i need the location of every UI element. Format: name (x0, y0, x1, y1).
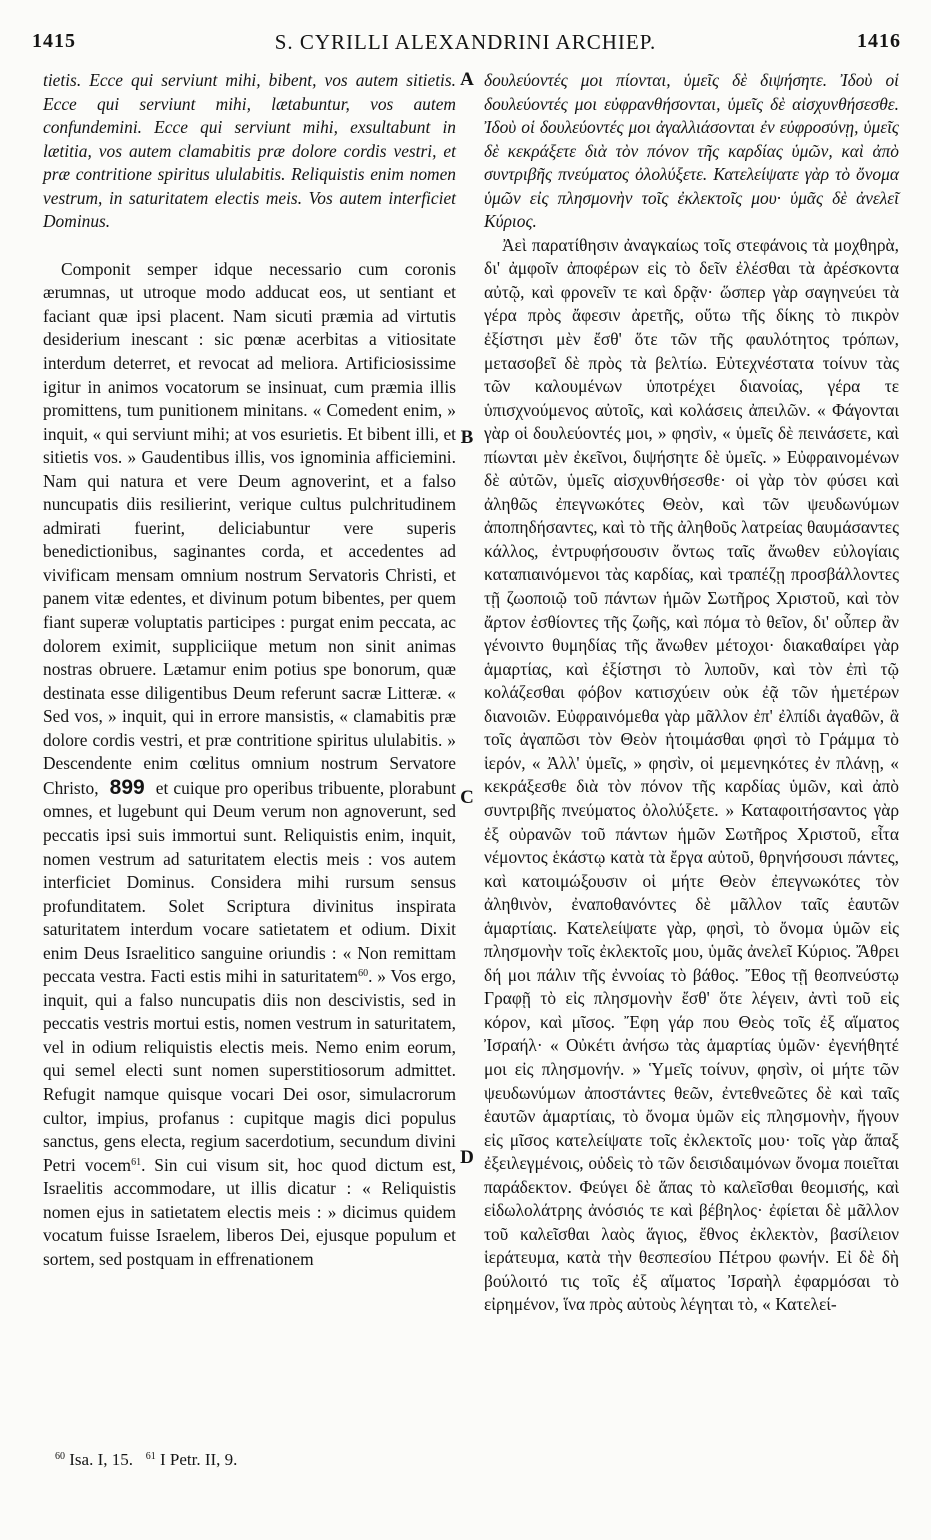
footnote-ref-60: 60 (358, 968, 369, 980)
footnote-text-60: Isa. I, 15. (69, 1450, 133, 1469)
margin-letter-c: C (460, 787, 474, 808)
column-number: 899 (109, 775, 145, 799)
footnote-ref-61: 61 (131, 1156, 142, 1168)
greek-commentary: Ἀεὶ παρατίθησιν ἀναγκαίως τοῖς στεφάνοις τὰ μοχθηρὰ, δι' ἀμφοῖν ἀποφέρων εἰς τὸ δεῖν ἐλέσθαι τὰ ἀρέσκοντα αὐτῷ, καὶ φρονεῖν τε καὶ δρᾷν· ὥσπερ γὰρ σαγηνεύει τὰ γέρα πρὸς ἄφεσιν ἀρετῆς, οὕτω τῆς δίκης τὸ πικρὸν ἐξίστησι μὲν ἔσθ' ὅτε τῶν τῆς φαυλότητος τρόπων, μετασοβεῖ δὲ πρὸς τὰ βελτίω. Εὐτεχνέστατα τοίνυν τὰς τῶν καλουμένων ὑποτρέχει διανοίας, γέρα τε ὑπισχνούμενος αὐτοῖς, καὶ κολάσεις ἀπειλῶν. « Φάγονται γὰρ οἱ δουλεύοντές μοι, » φησὶν, « ὑμεῖς δὲ πεινάσετε, καὶ πίωνται μὲν ἐκεῖνοι, διψήσητε δὲ ὑμεῖς. » Εὐφραινομένων δὲ αὐτῶν, ὑμεῖς αἰσχυνθήσεσθε· οἱ γὰρ τὸν φύσει καὶ ἀληθῶς ἐπεγνωκότες Θεὸν, καὶ τῶν ψευδωνύμων ἀποπηδήσαντες, καὶ τὸ τῆς ἀληθοῦς λατρείας θαυμάσαντες κάλλος, ἐντρυφήσουσιν ὄντως ταῖς ἄνωθεν εὐλογίαις καταπιαινόμενοι τὰς καρδίας, καὶ τραπέζῃ προσβάλλοντες τῇ ζωοποιῷ τοῦ πάντων ἡμῶν Σωτῆρος Χριστοῦ, καὶ τὸν ἄρτον ἐσθίοντες τῆς ζωῆς, καὶ πόμα τὸ θεῖον, δι' οὗπερ ἂν γένοιντο θυμηδίας τῆς ἄνωθεν μέτοχοι· διακαθαίρει γὰρ ἁμαρτίας, καὶ ἐξίστησι τὸ λυποῦν, καὶ τὸν ἐπὶ τῷ κολάζεσθαι φόβον κατισχύειν οὐκ ἐᾷ τῶν ἡμετέρων διανοιῶν. Εὐφραινόμεθα γὰρ μᾶλλον ἐπ' ἐλπίδι ἀγαθῶν, ἃ τοῖς ἀγαπῶσι τὸν Θεὸν ἡτοιμάσθαι φησὶ τὸ Γράμμα τὸ ἱερόν, « Ἀλλ' ὑμεῖς, » φησὶν, οἱ μεμενηκότες ἐν πλάνῃ, « κεκράξεσθε διὰ τὸν πόνον τῆς καρδίας ὑμῶν, καὶ ἀπὸ συντριβῆς πνεύματος ὀλολύξετε. » Καταφοιτήσαντος γὰρ ἐξ οὐρανῶν τοῦ πάντων ἡμῶν Σωτῆρος Χριστοῦ, εἶτα νέμοντος ἑκάστῳ κατὰ τὰ ἔργα αὐτοῦ, θρηνήσουσι πάντες, καὶ κατοιμώξουσιν οἱ μήτε Θεὸν ἐπεγνωκότες τὸν ἀληθινὸν, ἐναποθανόντες δὲ μᾶλλον ταῖς ἑαυτῶν ἁμαρτίαις. Κατελείψατε γὰρ, φησὶ, τὸ ὄνομα ὑμῶν εἰς πλησμονὴν τοῖς ἐκλεκτοῖς μου, ὑμᾶς ἀνελεῖ Κύριος. Ἄθρει δή μοι πάλιν τῆς ἐννοίας τὸ βάθος. Ἔθος τῇ θεοπνεύστῳ Γραφῇ τὸ εἰς πλησμονὴν ἔσθ' ὅτε λέγειν, ἀντὶ τοῦ εἰς κόρον, καὶ μῖσος. Ἔφη γάρ που Θεὸς τοῖς ἐξ αἵματος Ἰσραήλ· « Οὐκέτι ἀνήσω τὰς ἁμαρτίας ὑμῶν· ἐγενήθητέ μοι εἰς πλησμονήν. » Ὑμεῖς τοίνυν, φησὶν, οἱ μήτε τῶν ψευδωνύμων ἀποστάντες θεῶν, ἐντεθνεῶτες δὲ καὶ ταῖς ἑαυτῶν ἁμαρτίαις, τὸ ὄνομα ὑμῶν εἰς πλησμονὴν, ἤγουν εἰς μῖσος κατελείψατε τοῖς ἐκλεκτοῖς μου· τοῖς γὰρ ἅπαξ ἐξειλεγμένοις, οὐδεὶς τὸ τῶν δεισιδαιμόνων ὄνομα ποιεῖται παράδεκτον. Φεύγει δὲ ἅπας τὸ καλεῖσθαι θεομισής, καὶ εἰδωλολάτρης ἀνόσιός τε καὶ βέβηλος· ἐφίεται δὲ μᾶλλον τοῦ καλεῖσθαι λαὸς ἅγιος, ἔθνος ἐκλεκτὸν, βασίλειον ἱεράτευμα, κατὰ τὴν θεσπεσίου Πέτρου φωνήν. Εἰ δὲ δὴ βούλοιτό τις τοῖς ἐξ αἵματος Ἰσραὴλ ἐφαρμόσαι τὸ εἰρημένον, ἵνα πρὸς αὐτοὺς λέγηται τὸ, « Κατελεί- (484, 234, 899, 1315)
running-header (28, 30, 903, 58)
latin-text-part-3: . » Vos ergo, inquit, qui a falso nuncupatis diis non descivistis, sed in peccatis vestris mortui estis, nomen vestrum in saturitatem, vel in odium reliquistis electis meis. Nemo enim eorum, qui semel electi sunt nomen superstitiosorum admittet. Refugit namque quisque vocari Dei osor, simulacrorum cultor, impius, profanus : cupitque magis dici populus sanctus, gens electa, regium sacerdotium, secundum divini Petri vocem (43, 966, 456, 1175)
footnote-number-60: 60 (55, 1451, 65, 1462)
latin-text-part-1: Componit semper idque necessario cum coronis ærumnas, ut utroque modo adducat eos, ut sentiant et faciant quæ ipsi placent. Nam sicuti præmia ad virtutis desiderium inescant : sic pœnæ acerbitas a vitiositate interdum deterret, et revocat ad meliora. Artificiosissime igitur in animos vocatorum se insinuat, cum præmia illis promittens, tum punitionem minitans. « Comedent enim, » inquit, « qui serviunt mihi; at vos esurietis. Et bibent illi, et sitietis vos. » Gaudentibus illis, vos ignominia afficiemini. Nam qui natura et vere Deum agnoverint, et a falso nuncupatis diis resilierint, verique cultus pulchritudinem admirati fuerint, deliciabuntur vere superis benedictionibus, saginantes corda, et accedentes ad vivificam mensam omnium nostrum Servatoris Christi, et panem vitæ edentes, et divinum potum bibentes, per quem fiant superæ voluptatis participes : purgat enim peccata, ac dolorem eximit, suppliciique metum non sinit animas nostras obruere. Lætamur enim potius spe bonorum, quæ destinata esse diligentibus Deum referunt sacræ Litteræ. « Sed vos, » inquit, qui in errore mansistis, « clamabitis præ dolore cordis vestri, et præ contritione spiritus ululabitis. » Descendente enim cœlitus omnium nostrum Servatore Christo, (43, 258, 456, 798)
footnote-number-61: 61 (145, 1451, 156, 1462)
latin-commentary (43, 258, 456, 1272)
margin-letter-a: A (460, 69, 474, 90)
greek-column (484, 69, 899, 1317)
latin-text-part-2: et cuique pro operibus tribuente, plorabunt omnes, et lugebunt qui Deum verum non agnoverunt, sed peccatis ipsi suis immortui sunt. Reliquistis enim, inquit, nomen vestrum ad saturitatem electis meis : vos autem interficiet Dominus. Considera mihi rursum sensus profunditatem. Solet Scriptura divinitus inspirata saturitatem interdum vocare satietatem et odium. Dixit enim Deus Israelitico sanguine oriundis : « Non remittam peccata vestra. Facti estis mihi in saturitatem (43, 777, 456, 987)
footnotes (55, 1450, 237, 1470)
page-number-left: 1415 (32, 30, 76, 52)
running-head-title: S. CYRILLI ALEXANDRINI ARCHIEP. (274, 30, 657, 54)
margin-letter-d: D (460, 1147, 474, 1168)
footnote-text-61: I Petr. II, 9. (159, 1450, 238, 1469)
page-number-right: 1416 (857, 30, 901, 52)
margin-letter-b: B (460, 427, 474, 448)
latin-text-part-4: . Sin cui visum sit, hoc quod dictum est, Israelitis accommodare, ut illis dicatur : « Reliquistis nomen ejus in satietatem electis meis : » dicimus quidem vocatum fuisse Israelem, liberos Dei, ejusque populum et sortem, sed postquam in effrenationem (43, 1154, 456, 1269)
latin-scripture-quote: tietis. Ecce qui serviunt mihi, bibent, vos autem sitietis. Ecce qui serviunt mihi, lætabuntur, vos autem confundemini. Ecce qui serviunt mihi, exsultabunt in lætitia, vos autem clamabitis præ dolore cordis vestri, et præ contritione spiritus ululabitis. Reliquistis enim nomen vestrum, in saturitatem electis meis. Vos autem interficiet Dominus. (43, 70, 456, 232)
greek-scripture-quote: δουλεύοντές μοι πίονται, ὑμεῖς δὲ διψήσητε. Ἰδοὺ οἱ δουλεύοντές μοι εὐφρανθήσονται, ὑμεῖς δὲ αἰσχυνθήσεσθε. Ἰδοὺ οἱ δουλεύοντές μοι ἀγαλλιάσονται ἐν εὐφροσύνῃ, ὑμεῖς δὲ κεκράξετε διὰ τὸν πόνον τῆς καρδίας ὑμῶν, καὶ ἀπὸ συντριβῆς πνεύματος ὀλολύξετε. Κατελείψατε γὰρ τὸ ὄνομα ὑμῶν εἰς πλησμονὴν τοῖς ἐκλεκτοῖς μου· ὑμᾶς δὲ ἀνελεῖ Κύριος. (484, 70, 899, 232)
latin-column (43, 69, 456, 1271)
